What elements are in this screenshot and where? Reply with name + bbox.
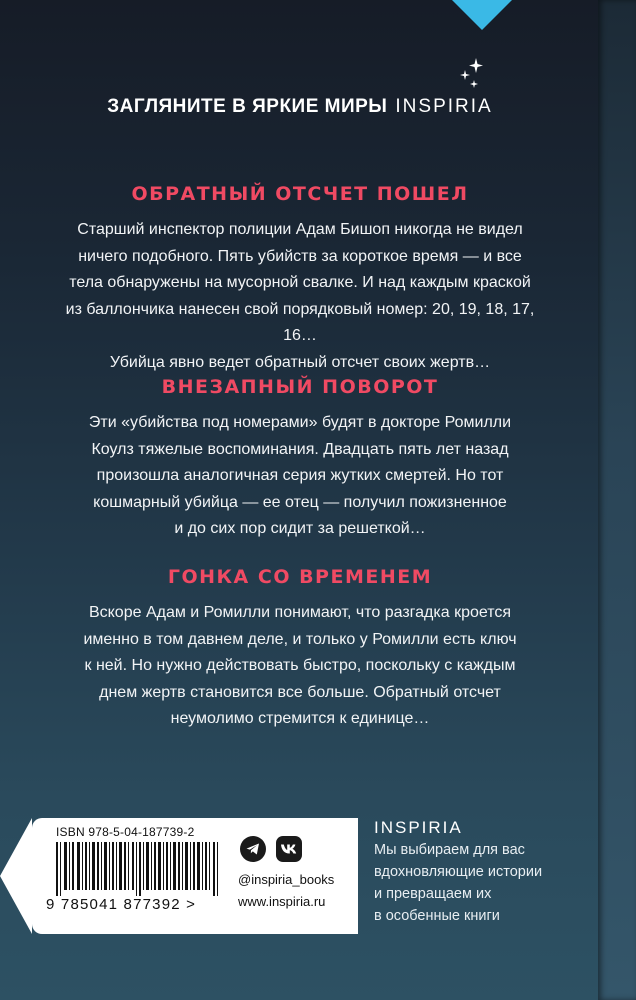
section-heading: ОБРАТНЫЙ ОТСЧЕТ ПОШЕЛ: [131, 183, 469, 205]
tagline-brand: INSPIRIA: [395, 96, 493, 117]
text-line: и до сих пор сидит за решеткой…: [174, 520, 426, 537]
top-notch-marker: [452, 0, 512, 30]
section-heading: ГОНКА СО ВРЕМЕНЕМ: [167, 566, 433, 588]
panel-arrow: [0, 818, 32, 934]
telegram-icon[interactable]: [240, 836, 266, 862]
section-race: [50, 566, 550, 733]
section-twist: [50, 376, 550, 543]
text-line: днем жертв становится все больше. Обратный отсчет: [99, 683, 501, 701]
book-spine: [598, 0, 636, 1000]
publisher-line: в особенные книги: [374, 908, 500, 924]
social-icons: [240, 836, 302, 862]
publisher-brand: INSPIRIA: [374, 818, 463, 837]
text-line: произошла аналогичная серия жутких смертей. Но тот: [96, 467, 504, 484]
publisher-line: вдохновляющие истории: [374, 864, 543, 880]
barcode-bars: [54, 842, 224, 896]
text-line: именно в том давнем деле, и только у Ромилли есть ключ: [83, 630, 517, 648]
social-handle[interactable]: @inspiria_books: [238, 872, 335, 887]
text-line: из баллончика нанесен свой порядковый номер: 20, 19, 18, 17, 16…: [65, 300, 535, 344]
text-line: Старший инспектор полиции Адам Бишоп никогда не видел: [77, 221, 523, 238]
section-text: [50, 217, 550, 376]
text-line: неумолимо стремится к единице…: [170, 710, 430, 727]
publisher-line: и превращаем их: [374, 886, 492, 902]
isbn-text: ISBN 978-5-04-187739-2: [56, 825, 195, 839]
text-line: ничего подобного. Пять убийств за короткое время — и все: [78, 247, 522, 265]
barcode-panel: [32, 818, 358, 934]
section-text: [50, 600, 550, 733]
text-line: к ней. Но нужно действовать быстро, поскольку с каждым: [84, 657, 516, 674]
text-line: тела обнаружены на мусорной свалке. И над каждым краской: [69, 274, 531, 291]
section-heading: ВНЕЗАПНЫЙ ПОВОРОТ: [161, 376, 439, 398]
text-line: Эти «убийства под номерами» будят в докторе Ромилли: [88, 414, 512, 431]
barcode-digits: 9 785041 877392 >: [46, 896, 197, 913]
text-line: Убийца явно ведет обратный отсчет своих жертв…: [109, 353, 491, 371]
text-line: Коулз тяжелые воспоминания. Двадцать пять лет назад: [91, 440, 509, 458]
text-line: Вскоре Адам и Ромилли понимают, что разгадка кроется: [88, 604, 512, 621]
sparkle-icon: [456, 56, 486, 96]
text-line: кошмарный убийца — ее отец — получил пожизненное: [93, 493, 507, 511]
website-link[interactable]: www.inspiria.ru: [238, 894, 326, 909]
vk-icon[interactable]: [276, 836, 302, 862]
tagline: [0, 96, 600, 118]
section-countdown: [50, 183, 550, 376]
section-text: [50, 410, 550, 543]
tagline-text: ЗАГЛЯНИТЕ В ЯРКИЕ МИРЫ: [107, 96, 388, 117]
publisher-line: Мы выбираем для вас: [374, 842, 525, 858]
